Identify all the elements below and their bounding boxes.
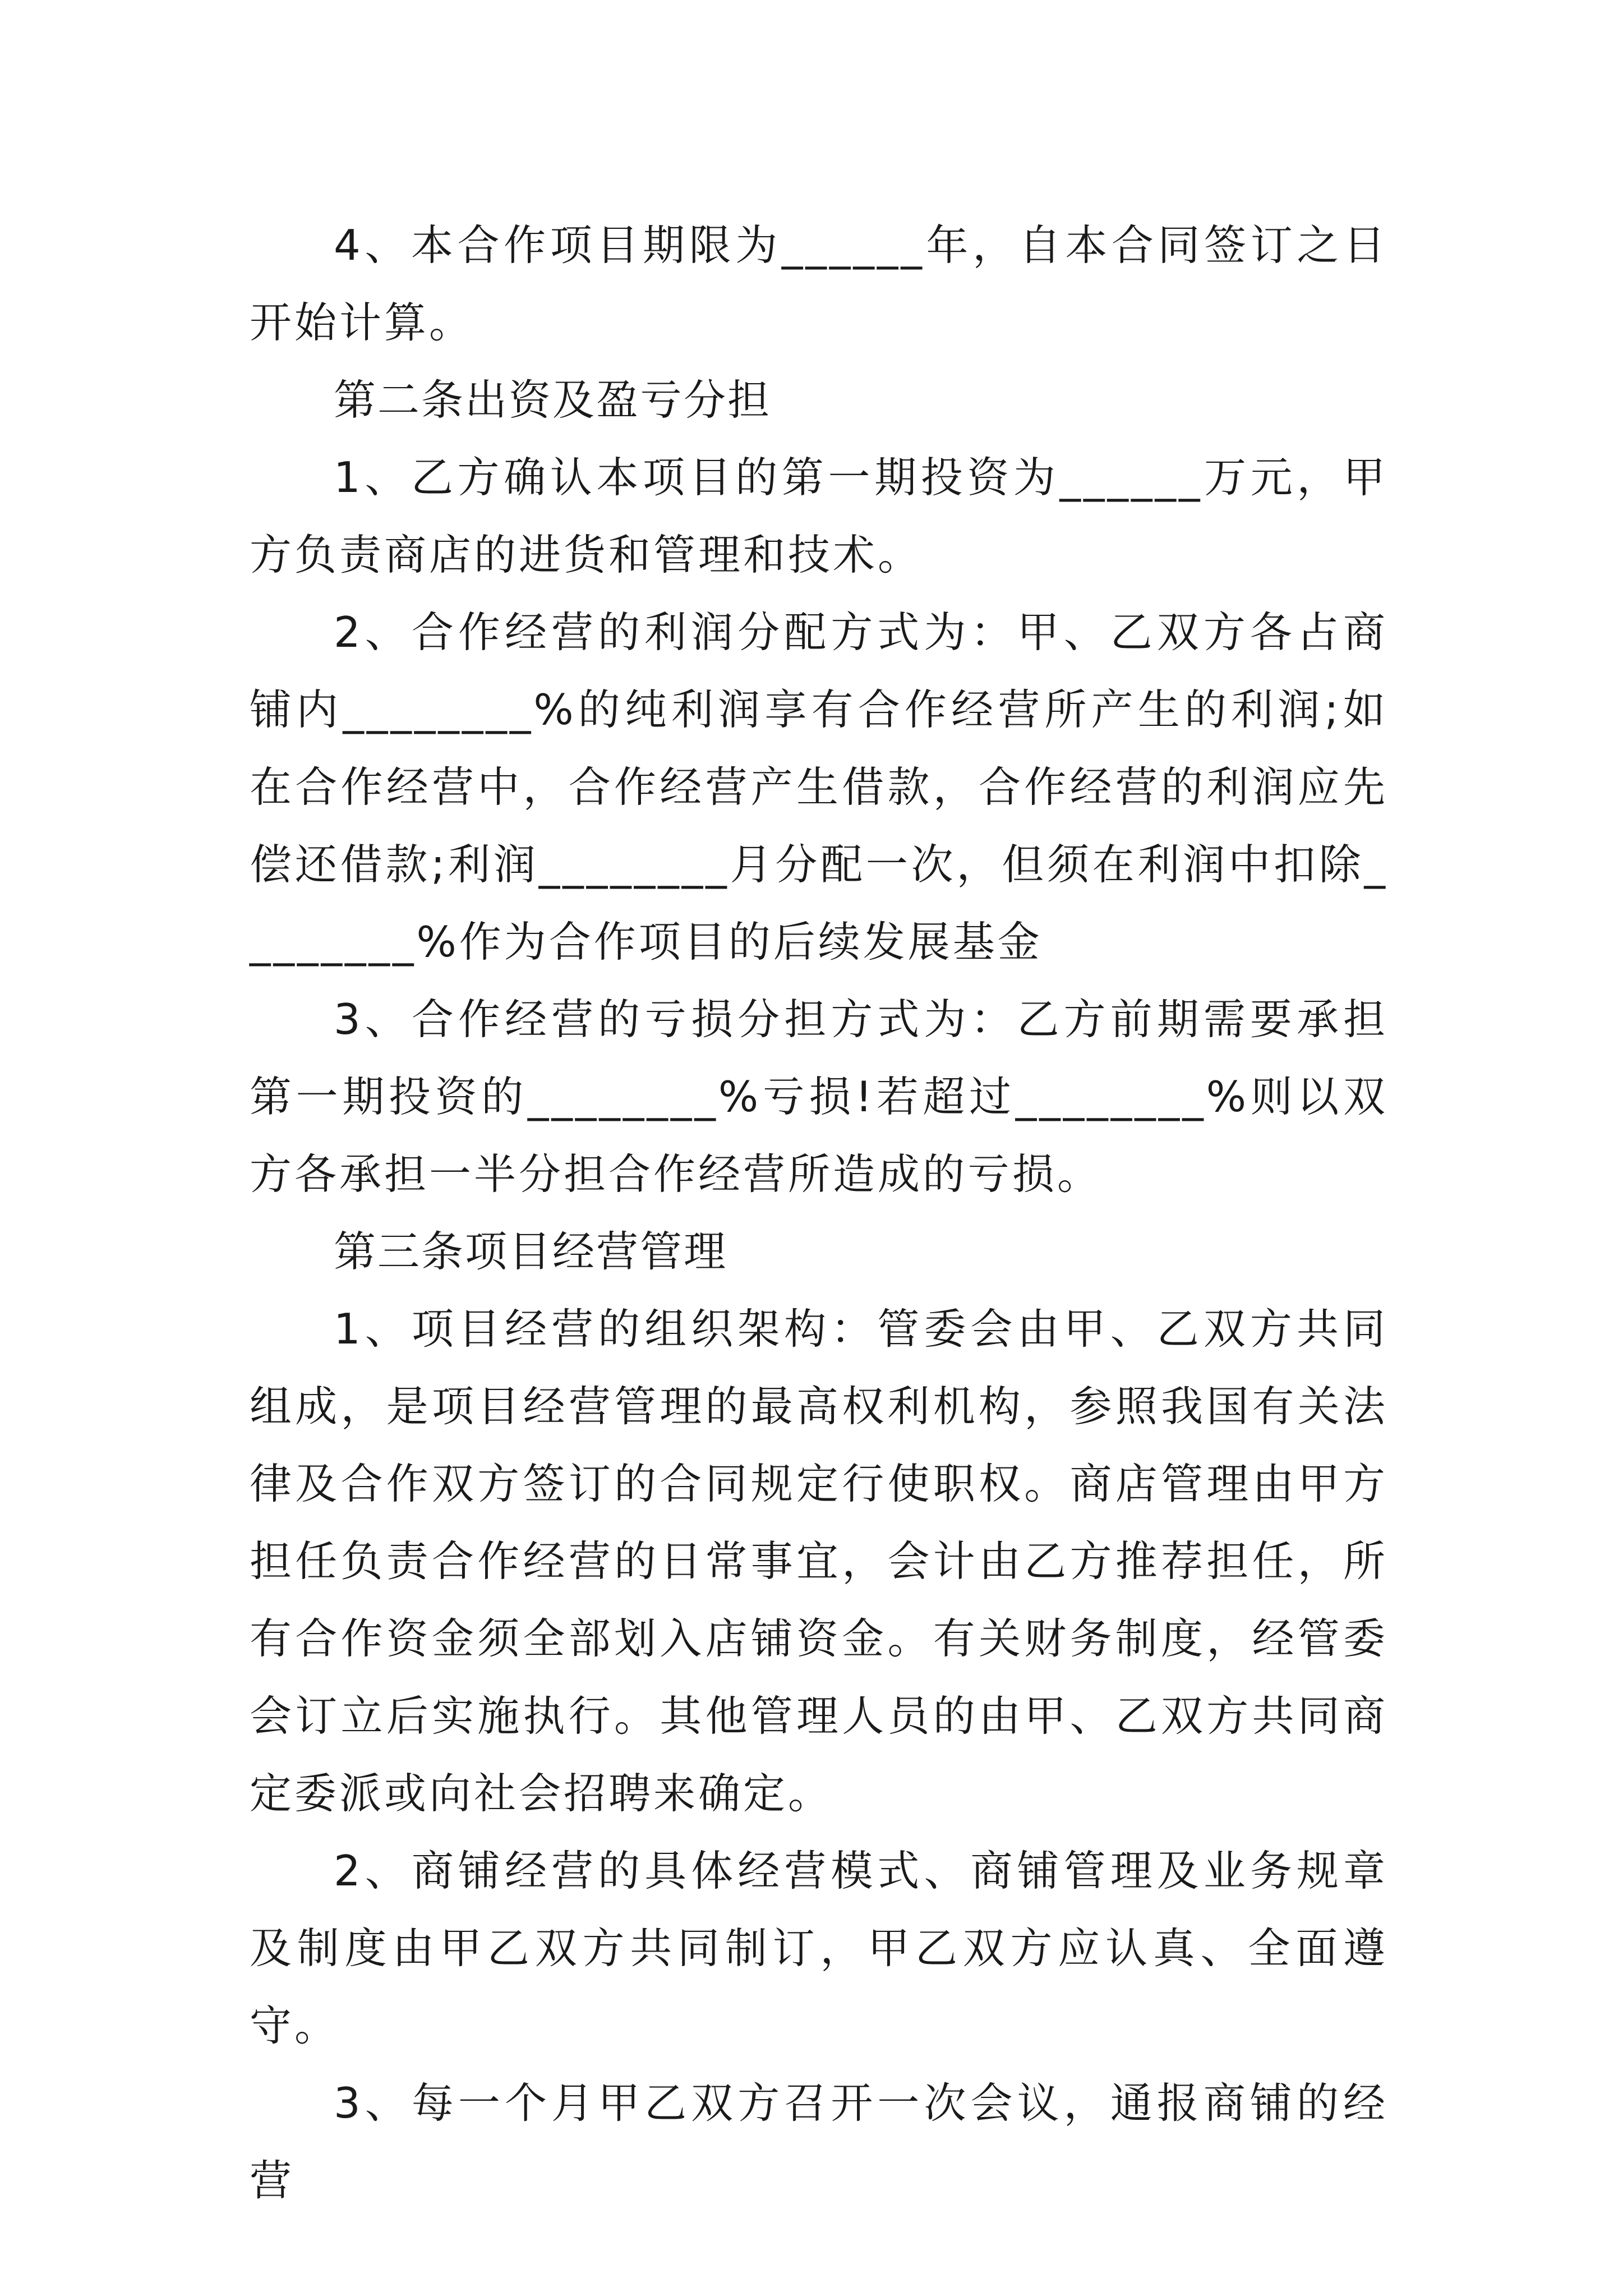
article-two-heading: 第二条出资及盈亏分担 <box>334 375 772 425</box>
document-body <box>250 206 1388 2219</box>
profit-distribution-paragraph: 2、合作经营的利润分配方式为：甲、乙双方各占商铺内________%的纯利润享有合作经营所产生的利润;如在合作经营中，合作经营产生借款，合作经营的利润应先偿还借款;利润________月分配一次，但须在利润中扣除________%作为合作项目的后续发展基金 <box>250 608 1388 967</box>
loss-sharing-paragraph: 3、合作经营的亏损分担方式为：乙方前期需要承担第一期投资的________%亏损!若超过________%则以双方各承担一半分担合作经营所造成的亏损。 <box>250 995 1388 1199</box>
article-three-heading: 第三条项目经营管理 <box>334 1227 728 1276</box>
business-model-paragraph: 2、商铺经营的具体经营模式、商铺管理及业务规章及制度由甲乙双方共同制订，甲乙双方应认真、全面遵守。 <box>250 1846 1388 2050</box>
organization-paragraph: 1、项目经营的组织架构：管委会由甲、乙双方共同组成，是项目经营管理的最高权利机构，参照我国有关法律及合作双方签订的合同规定行使职权。商店管理由甲方担任负责合作经营的日常事宜，会计由乙方推荐担任，所有合作资金须全部划入店铺资金。有关财务制度，经管委会订立后实施执行。其他管理人员的由甲、乙双方共同商定委派或向社会招聘来确定。 <box>250 1304 1388 1818</box>
monthly-meeting-paragraph: 3、每一个月甲乙双方召开一次会议，通报商铺的经营 <box>250 2078 1388 2205</box>
clause-term-paragraph: 4、本合作项目期限为______年，自本合同签订之日开始计算。 <box>250 220 1388 347</box>
investment-paragraph: 1、乙方确认本项目的第一期投资为______万元，甲方负责商店的进货和管理和技术。 <box>250 453 1388 579</box>
